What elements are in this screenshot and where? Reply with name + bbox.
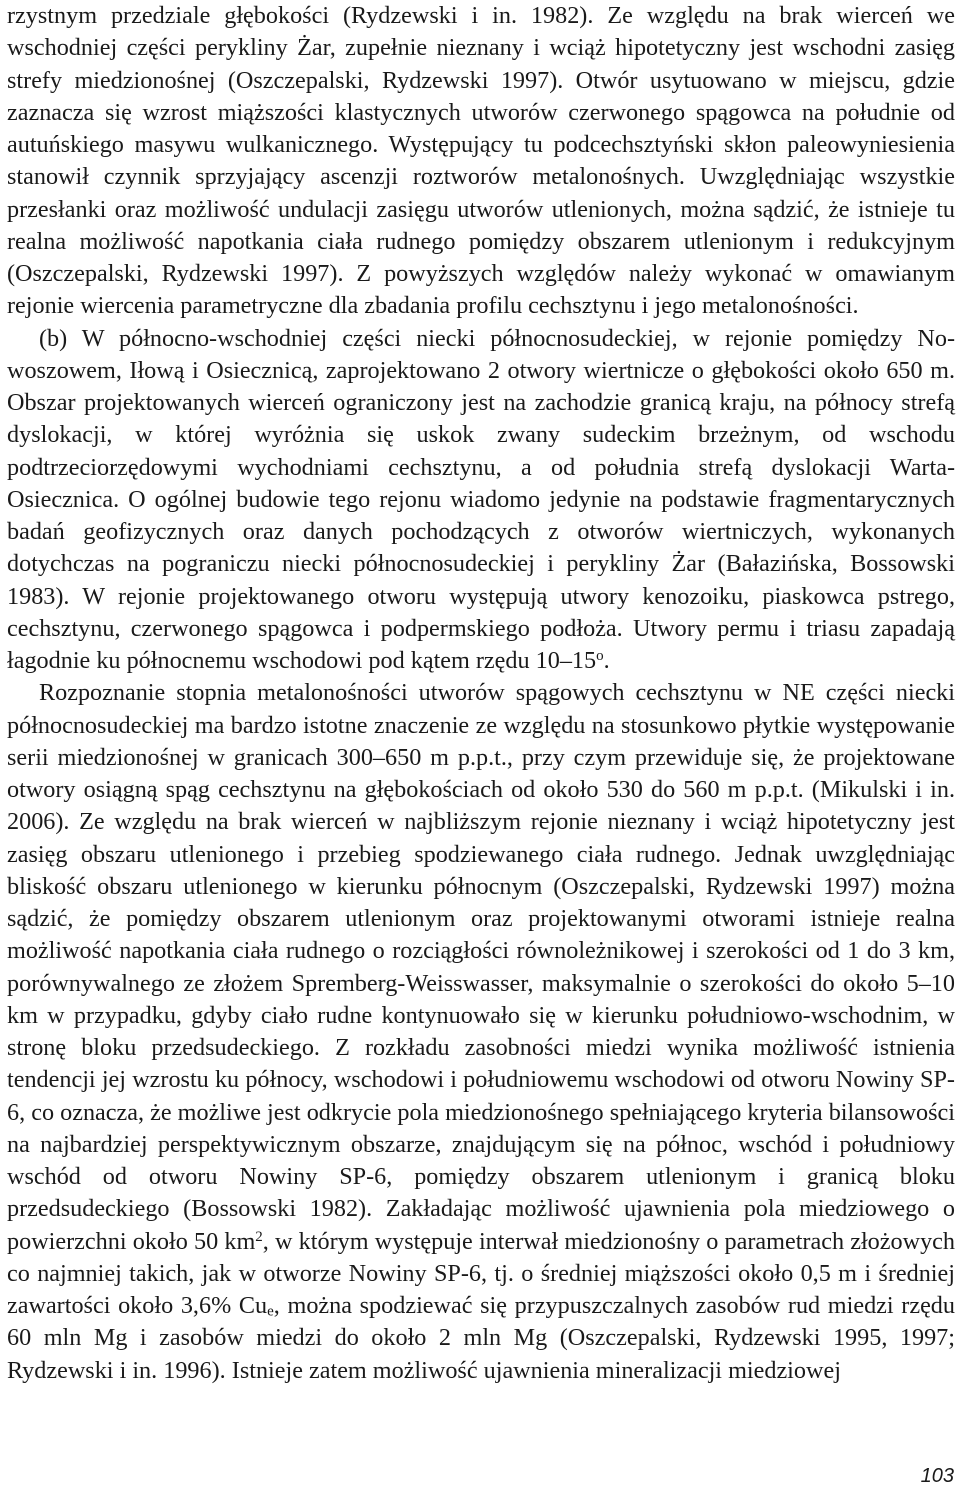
cu-e-subscript: e (267, 1303, 274, 1320)
paragraph-continuation (7, 0, 955, 323)
paragraph-3-middle: , w którym występuje interwał miedzionośny o parametrach złożowych co najmniej takich, jak w otworze Nowiny SP-6, tj. o średniej miąższości około 0,5 m i średniej zawartości około 3,6% Cu (7, 1227, 956, 1319)
paragraph-2-text: (b) W północno-wschodniej części niecki północnosudeckiej, w rejonie pomiędzy Nowoszowem, Iłową i Osiecznicą, zaprojektowano 2 otwory wiertnicze o głębokości około 650 m. Obszar projektowanych wierceń ograniczony jest na zachodzie granicą kraju, na północy strefą dyslokacji, w której wyróżnia się uskok zwany sudeckim brzeżnym, od wschodu podtrzeciorzędowymi wychodniami cechsztynu, a od południa strefą dyslokacji Warta-Osiecznica. O ogólnej budowie tego rejonu wiadomo jedynie na podstawie fragmentarycznych badań geofizycznych oraz danych pochodzących z otworów wiertniczych, wykonanych dotychczas na pograniczu niecki północnosudeckiej i perykliny Żar (Bałazińska, Bossowski 1983). W rejonie projektowanego otworu występują utwory kenozoiku, piaskowca pstrego, cechsztynu, czerwonego spągowca i podpermskiego podłoża. Utwory permu i triasu zapadają łagodnie ku północnemu wschodowi pod kątem rzędu 10–15 (7, 324, 955, 674)
body-text (7, 0, 955, 1387)
paragraph-metal-assessment (7, 677, 955, 1387)
paragraph-1-text: rzystnym przedziale głębokości (Rydzewski i in. 1982). Ze względu na brak wierceń we wschodniej części perykliny Żar, zupełnie nieznany i wciąż hipotetyczny jest wschodni zasięg strefy miedzionośnej (Oszczepalski, Rydzewski 1997). Otwór usytuowano w miejscu, gdzie zaznacza się wzrost miąższości klastycznych utworów czerwonego spągowca na południe od autuńskiego masywu wulkanicznego. Występujący tu podcechsztyński skłon paleowyniesienia stanowił czynnik sprzyjający ascenzji roztworów metalonośnych. Uwzględniając wszystkie przesłanki oraz możliwość undulacji zasięgu utworów utlenionych, można sądzić, że istnieje tu realna możliwość napotkania ciała rudnego pomiędzy obszarem utlenionym i redukcyjnym (Oszczepalski, Rydzewski 1997). Z powyższych względów należy wykonać w omawianym rejonie wiercenia parametryczne dla zbadania profilu cechsztynu i jego metalonośności. (7, 2, 955, 320)
paragraph-3-end: , można spodziewać się przypuszczalnych zasobów rud miedzi rzędu 60 mln Mg i zasobów miedzi do około 2 mln Mg (Oszczepalski, Rydzewski 1995, 1997; Rydzewski i in. 1996). Istnieje zatem możliwość ujawnienia mineralizacji miedziowej (7, 1292, 955, 1384)
page-number: 103 (920, 1465, 954, 1487)
paragraph-b-region (7, 323, 955, 678)
paragraph-2-end: . (603, 647, 610, 674)
degree-superscript: o (596, 647, 604, 664)
paragraph-3-text: Rozpoznanie stopnia metalonośności utworów spągowych cechsztynu w NE części niecki północnosudeckiej ma bardzo istotne znaczenie ze względu na stosunkowo płytkie występowanie serii miedzionośnej w granicach 300–650 m p.p.t., przy czym przewiduje się, że projektowane otwory osiągną spąg cechsztynu na głębokościach od około 530 do 560 m p.p.t. (Mikulski i in. 2006). Ze względu na brak wierceń w najbliższym rejonie nieznany i wciąż hipotetyczny jest zasięg obszaru utlenionego i przebieg spodziewanego ciała rudnego. Jednak uwzględniając bliskość obszaru utlenionego w kierunku północnym (Oszczepalski, Rydzewski 1997) można sądzić, że pomiędzy obszarem utlenionym oraz projektowanymi otworami istnieje realna możliwość napotkania ciała rudnego o rozciągłości równoleżnikowej i szerokości od 1 do 3 km, porównywalnego ze złożem Spremberg-Weisswasser, maksymalnie o szerokości do około 5–10 km w przypadku, gdyby ciało rudne kontynuowało się w kierunku południowo-wschodnim, w stronę bloku przedsudeckiego. Z rozkładu zasobności miedzi wynika możliwość istnienia tendencji jej wzrostu ku północy, wschodowi i południowemu wschodowi od otworu Nowiny SP-6, co oznacza, że możliwe jest odkrycie pola miedzionośnego spełniającego kryteria bilansowości na najbardziej perspektywicznym obszarze, znajdującym się na północ, wschód i południowy wschód od otworu Nowiny SP-6, pomiędzy obszarem utlenionym i granicą bloku przedsudeckiego (Bossowski 1982). Zakładając możliwość ujawnienia pola miedziowego o powierzchni około 50 km (7, 679, 955, 1255)
km2-superscript: 2 (255, 1228, 263, 1245)
